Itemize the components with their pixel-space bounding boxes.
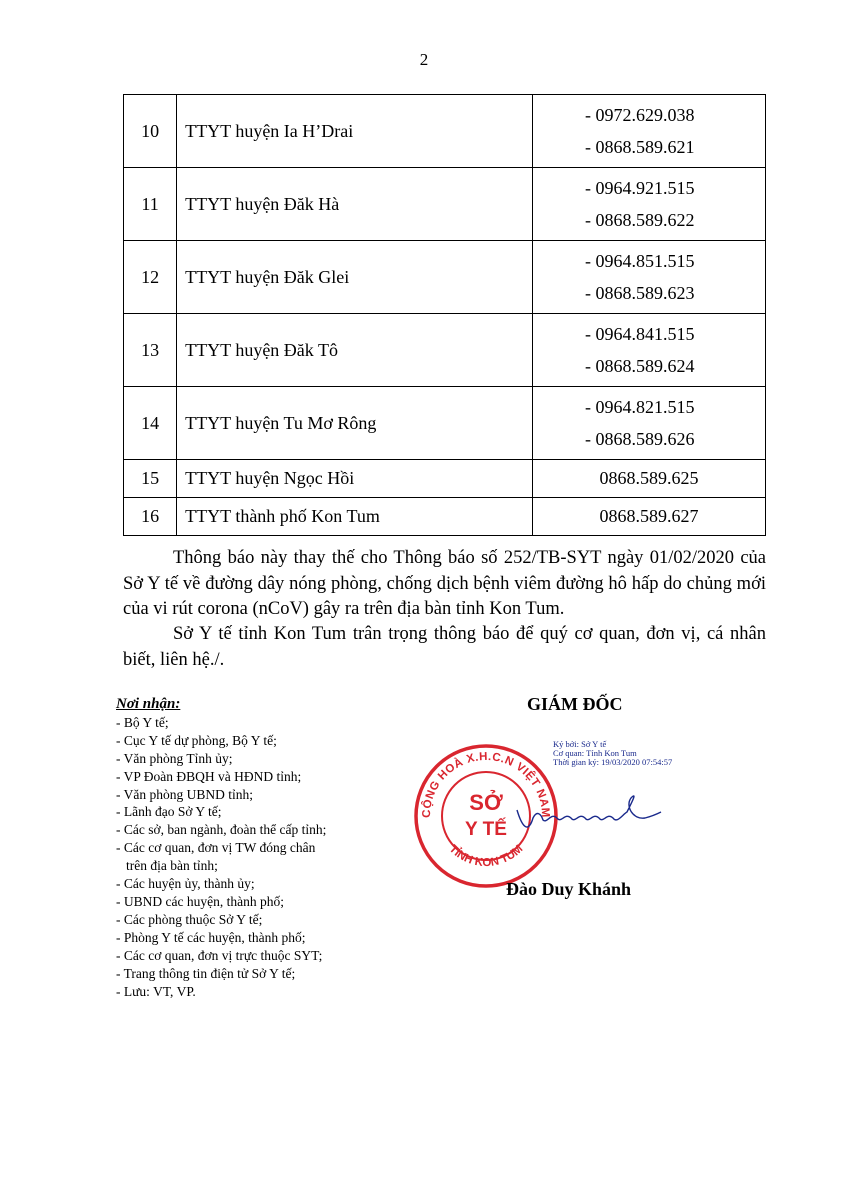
recipient-item: - Các cơ quan, đơn vị TW đóng chân bbox=[116, 840, 316, 856]
unit-name: TTYT huyện Đăk Tô bbox=[177, 314, 533, 387]
signer-name: Đào Duy Khánh bbox=[506, 879, 632, 899]
phone-cell bbox=[532, 498, 765, 536]
recipients-list bbox=[116, 714, 326, 1001]
table-row bbox=[124, 314, 766, 387]
stamp-center-line-1: SỞ bbox=[469, 790, 503, 815]
digital-signature-info bbox=[553, 740, 672, 767]
phone-cell bbox=[532, 460, 765, 498]
row-number: 15 bbox=[124, 460, 177, 498]
phone-number: - 0868.589.626 bbox=[584, 429, 695, 449]
table-row bbox=[124, 241, 766, 314]
phone-number: 0868.589.625 bbox=[599, 468, 699, 488]
table-row bbox=[124, 460, 766, 498]
recipient-item: trên địa bàn tỉnh; bbox=[126, 858, 218, 874]
table-row bbox=[124, 168, 766, 241]
closing-paragraph: Sở Y tế tỉnh Kon Tum trân trọng thông báo để quý cơ quan, đơn vị, cá nhân biết, liên hệ./. bbox=[123, 624, 766, 670]
recipient-item: - UBND các huyện, thành phố; bbox=[116, 893, 284, 909]
row-number: 10 bbox=[124, 95, 177, 168]
unit-name: TTYT huyện Đăk Hà bbox=[177, 168, 533, 241]
recipient-item: - Cục Y tế dự phòng, Bộ Y tế; bbox=[116, 732, 277, 748]
recipients-block bbox=[116, 696, 326, 1000]
row-number: 14 bbox=[124, 387, 177, 460]
phone-cell bbox=[532, 95, 765, 168]
notice-paragraph: Thông báo này thay thế cho Thông báo số 252/TB-SYT ngày 01/02/2020 của Sở Y tế về đường dây nóng phòng, chống dịch bệnh viêm đường hô hấp do chủng mới của vi rút corona (nCoV) gây ra trên địa bàn tỉnh Kon Tum. bbox=[123, 548, 766, 619]
unit-name: TTYT huyện Tu Mơ Rông bbox=[177, 387, 533, 460]
svg-text:TỈNH KON TUM bbox=[447, 843, 526, 869]
phone-cell bbox=[532, 241, 765, 314]
stamp-outer-bottom: TỈNH KON TUM bbox=[446, 842, 526, 870]
recipients-title: Nơi nhận: bbox=[116, 696, 181, 712]
unit-name: TTYT huyện Đăk Glei bbox=[177, 241, 533, 314]
signing-time: Thời gian ký: 19/03/2020 07:54:57 bbox=[553, 757, 673, 767]
page-number: 2 bbox=[419, 50, 429, 69]
phone-number: - 0868.589.621 bbox=[584, 137, 695, 157]
table-row bbox=[124, 498, 766, 536]
recipient-item: - Các sở, ban ngành, đoàn thể cấp tỉnh; bbox=[116, 822, 327, 838]
phone-number: - 0972.629.038 bbox=[584, 105, 695, 125]
stamp-outer-top: CỘNG HOÀ X.H.C.N VIỆT NAM bbox=[420, 750, 552, 819]
phone-number: 0868.589.627 bbox=[599, 506, 699, 526]
recipient-item: - Lãnh đạo Sở Y tế; bbox=[116, 804, 222, 820]
phone-cell bbox=[532, 387, 765, 460]
recipient-item: - Văn phòng Tỉnh ủy; bbox=[116, 750, 233, 766]
phone-number: - 0964.921.515 bbox=[584, 178, 695, 198]
unit-name: TTYT huyện Ia H’Drai bbox=[177, 95, 533, 168]
hotline-table bbox=[123, 94, 766, 536]
phone-number: - 0964.851.515 bbox=[584, 251, 695, 271]
unit-name: TTYT huyện Ngọc Hồi bbox=[177, 460, 533, 498]
phone-number: - 0868.589.624 bbox=[584, 356, 695, 376]
signing-agency: Cơ quan: Tỉnh Kon Tum bbox=[553, 748, 637, 758]
recipient-item: - Các huyện ủy, thành ủy; bbox=[116, 876, 255, 892]
recipient-item: - VP Đoàn ĐBQH và HĐND tỉnh; bbox=[116, 768, 302, 784]
signer-position: GIÁM ĐỐC bbox=[527, 694, 623, 714]
unit-name: TTYT thành phố Kon Tum bbox=[177, 498, 533, 536]
recipient-item: - Các phòng thuộc Sở Y tế; bbox=[116, 911, 263, 927]
recipient-item: - Lưu: VT, VP. bbox=[116, 983, 196, 999]
phone-cell bbox=[532, 168, 765, 241]
phone-number: - 0964.841.515 bbox=[584, 324, 695, 344]
phone-number: - 0868.589.623 bbox=[584, 283, 695, 303]
table-row bbox=[124, 387, 766, 460]
row-number: 12 bbox=[124, 241, 177, 314]
recipient-item: - Phòng Y tế các huyện, thành phố; bbox=[116, 929, 306, 945]
row-number: 16 bbox=[124, 498, 177, 536]
signed-by: Ký bởi: Sở Y tế bbox=[553, 739, 607, 749]
stamp-center-line-2: Y TẾ bbox=[465, 819, 507, 840]
recipient-item: - Các cơ quan, đơn vị trực thuộc SYT; bbox=[116, 947, 323, 963]
table-row bbox=[124, 95, 766, 168]
phone-number: - 0964.821.515 bbox=[584, 397, 695, 417]
phone-number: - 0868.589.622 bbox=[584, 210, 695, 230]
recipient-item: - Trang thông tin điện tử Sở Y tế; bbox=[116, 965, 296, 981]
recipient-item: - Văn phòng UBND tỉnh; bbox=[116, 786, 253, 802]
row-number: 11 bbox=[124, 168, 177, 241]
row-number: 13 bbox=[124, 314, 177, 387]
phone-cell bbox=[532, 314, 765, 387]
handwritten-signature bbox=[515, 790, 665, 840]
recipient-item: - Bộ Y tế; bbox=[116, 714, 169, 730]
